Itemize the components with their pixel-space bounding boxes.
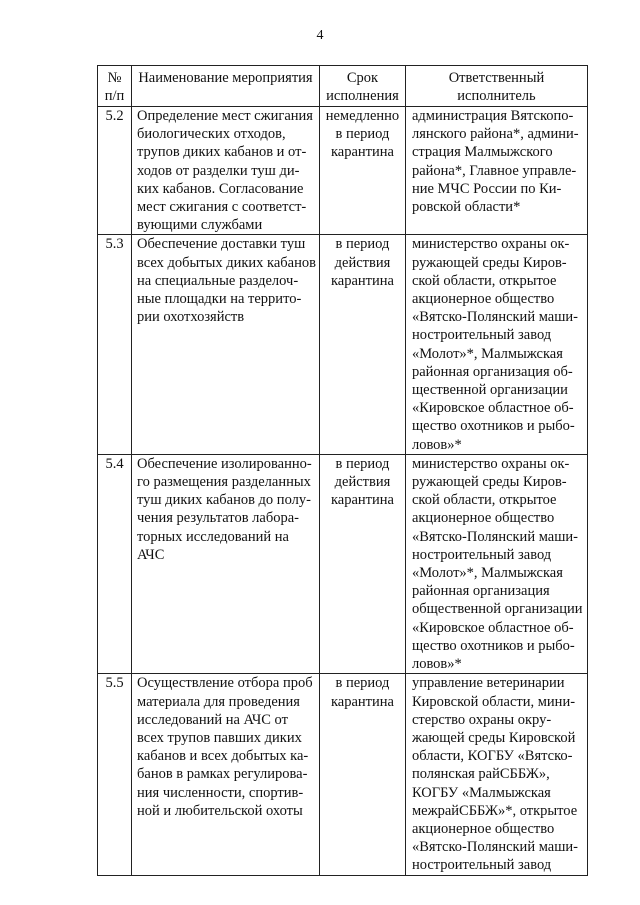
measure-name: Обеспечение изолированно- го размещения разделанных туш диких кабанов до полу- чения результатов лабора- торных исследований на АЧС [132, 454, 320, 673]
measure-name: Осуществление отбора проб материала для проведения исследований на АЧС от всех трупов павших диких кабанов и всех добытых ка- банов в рамках регулирова- ния численности, спортив- ной и любительской охоты [132, 674, 320, 875]
responsible-executor: управление ветеринарии Кировской области, мини- стерство охраны окру- жающей среды Кировской области, КОГБУ «Вятско- полянская райСББЖ», КОГБУ «Малмыжская межрайСББЖ»*, открытое акционерное общество «Вятско-Полянский маши- ностроительный завод [405, 674, 587, 875]
table-row [98, 107, 588, 235]
responsible-executor: администрация Вятскопо- лянского района*, админи- страция Малмыжского района*, Главное управле- ние МЧС России по Ки- ровской области* [405, 107, 587, 235]
table-header-row [98, 66, 588, 107]
measure-name: Определение мест сжигания биологических отходов, трупов диких кабанов и от- ходов от разделки туш ди- ких кабанов. Согласование мест сжигания с соответст- вующими службами [132, 107, 320, 235]
table-row [98, 674, 588, 875]
header-responsible: Ответственный исполнитель [405, 66, 587, 107]
header-term: Срок исполнения [319, 66, 405, 107]
execution-term: немедленно в период карантина [319, 107, 405, 235]
responsible-executor: министерство охраны ок- ружающей среды Киров- ской области, открытое акционерное общество «Вятско-Полянский маши- ностроительный завод «Молот»*, Малмыжская районная организация общественной организации «Кировское областное об- щество охотников и рыбо- ловов»* [405, 454, 587, 673]
header-name: Наименование мероприятия [132, 66, 320, 107]
table-row [98, 235, 588, 454]
table-row [98, 454, 588, 673]
header-num: № п/п [98, 66, 132, 107]
row-number: 5.5 [98, 674, 132, 875]
execution-term: в период действия карантина [319, 235, 405, 454]
execution-term: в период карантина [319, 674, 405, 875]
row-number: 5.3 [98, 235, 132, 454]
execution-term: в период действия карантина [319, 454, 405, 673]
row-number: 5.4 [98, 454, 132, 673]
table-body [98, 107, 588, 876]
measure-name: Обеспечение доставки туш всех добытых диких кабанов на специальные разделоч- ные площадки на террито- рии охотхозяйств [132, 235, 320, 454]
page-number: 4 [316, 28, 324, 43]
responsible-executor: министерство охраны ок- ружающей среды Киров- ской области, открытое акционерное общество «Вятско-Полянский маши- ностроительный завод «Молот»*, Малмыжская районная организация об- щественной организации «Кировское областное об- щество охотников и рыбо- ловов»* [405, 235, 587, 454]
row-number: 5.2 [98, 107, 132, 235]
measures-table [97, 65, 588, 876]
